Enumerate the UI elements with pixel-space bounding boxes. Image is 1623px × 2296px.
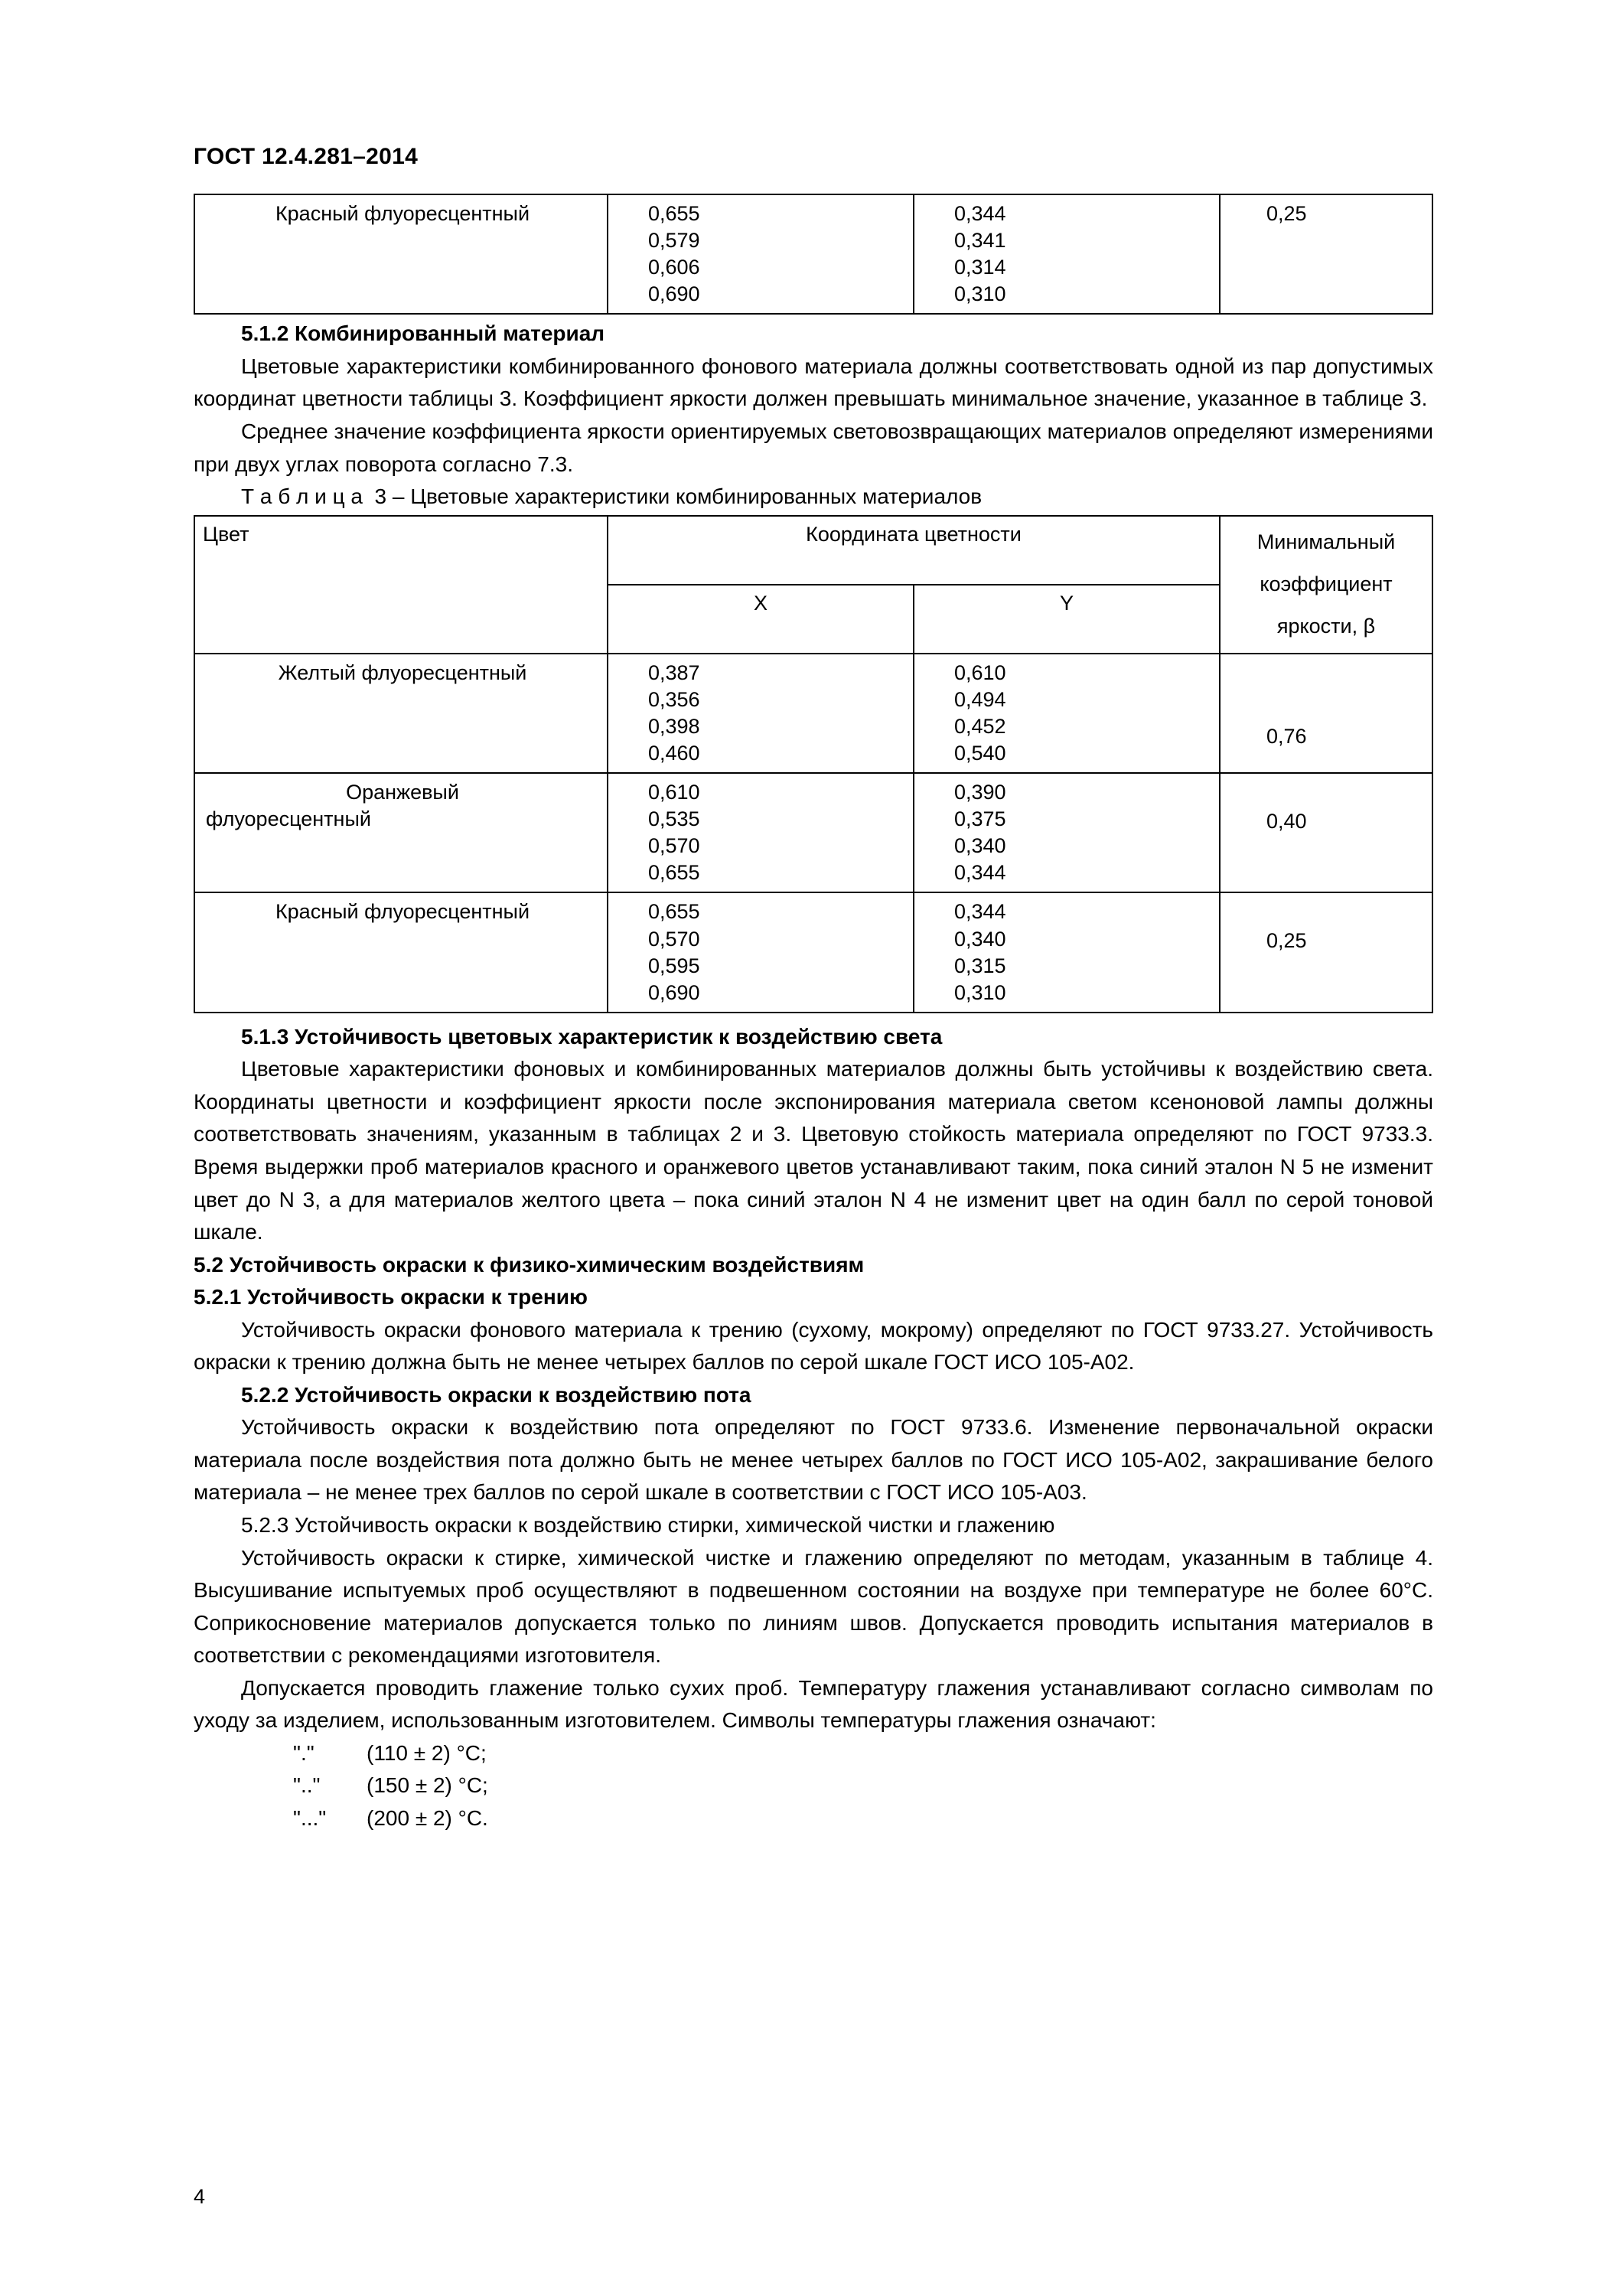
table-row <box>194 194 1432 314</box>
paragraph-5-2-3-1: Устойчивость окраски к стирке, химической чистке и глажению определяют по методам, указанным в таблице 4. Высушивание испытуемых проб осуществляют в подвешенном состоянии на воздухе при температуре не более 60°С. Соприкосновение материалов допускается только по линиям швов. Допускается проводить испытания материалов в соответствии с рекомендациями изготовителя. <box>194 1545 1433 1668</box>
x-value: 0,606 <box>648 256 700 279</box>
x-value: 0,655 <box>648 861 700 885</box>
header-x-label: X <box>753 591 768 615</box>
page-content <box>194 144 1433 1835</box>
y-value: 0,344 <box>954 900 1006 924</box>
heading-5-1-3: 5.1.3 Устойчивость цветовых характеристик к воздействию света <box>241 1024 943 1049</box>
table-row <box>194 773 1432 892</box>
symbol-key: "..." <box>293 1805 327 1830</box>
table-row <box>194 654 1432 773</box>
y-value: 0,341 <box>954 229 1006 253</box>
cell-x <box>608 194 914 314</box>
list-item <box>293 1802 1433 1835</box>
y-value: 0,390 <box>954 781 1006 804</box>
header-cell-coordinate <box>608 516 1220 585</box>
beta-value: 0,76 <box>1266 724 1307 748</box>
x-value: 0,570 <box>648 927 700 951</box>
x-value: 0,570 <box>648 834 700 858</box>
x-value: 0,460 <box>648 741 700 765</box>
header-cell-min-coefficient <box>1220 516 1432 654</box>
table-continued <box>194 194 1433 315</box>
y-value: 0,310 <box>954 980 1006 1004</box>
y-value: 0,310 <box>954 282 1006 306</box>
heading-5-2-2: 5.2.2 Устойчивость окраски к воздействию пота <box>241 1382 751 1407</box>
y-value: 0,315 <box>954 954 1006 977</box>
cell-x <box>608 654 914 773</box>
x-value: 0,655 <box>648 900 700 924</box>
x-value: 0,579 <box>648 229 700 253</box>
table-row <box>194 892 1432 1012</box>
cell-beta <box>1220 773 1432 892</box>
beta-value: 0,40 <box>1266 810 1307 833</box>
beta-value: 0,25 <box>1266 929 1307 953</box>
paragraph-5-1-3-1: Цветовые характеристики фоновых и комбинированных материалов должны быть устойчивы к воздействию света. Координаты цветности и коэффициент яркости после экспонирования материала светом ксеноновой лампы должны соответствовать значениям, указанным в таблицах 2 и 3. Цветовую стойкость материала определяют по ГОСТ 9733.3. Время выдержки проб материалов красного и оранжевого цветов устанавливают таким, пока синий эталон N 5 не изменит цвет до N 3, а для материалов желтого цвета – пока синий эталон N 4 не изменит цвет на один балл по серой тоновой шкале. <box>194 1057 1433 1244</box>
header-cell-x <box>608 585 914 654</box>
symbol-value: (150 ± 2) °С; <box>367 1773 488 1798</box>
cell-color <box>194 194 608 314</box>
paragraph-5-2-2-1: Устойчивость окраски к воздействию пота определяют по ГОСТ 9733.6. Изменение первоначальной окраски материала после воздействия пота должно быть не менее четырех баллов по ГОСТ ИСО 105-А02, закрашивание белого материала – не менее трех баллов по серой шкале в соответствии с ГОСТ ИСО 105-А03. <box>194 1415 1433 1505</box>
paragraph-5-1-2-2: Среднее значение коэффициента яркости ориентируемых световозвращающих материалов определяют измерениями при двух углах поворота согласно 7.3. <box>194 419 1433 476</box>
cell-x <box>608 773 914 892</box>
cell-y <box>914 892 1220 1012</box>
cell-y <box>914 654 1220 773</box>
beta-value: 0,25 <box>1266 202 1307 225</box>
cell-beta <box>1220 892 1432 1012</box>
y-value: 0,344 <box>954 861 1006 885</box>
table3-header-row <box>194 516 1432 585</box>
color-label: Желтый флуоресцентный <box>278 660 527 684</box>
x-value: 0,535 <box>648 807 700 831</box>
header-coordinate-label: Координата цветности <box>806 522 1022 546</box>
list-item <box>293 1769 1433 1802</box>
color-label-line2: флуоресцентный <box>206 807 371 831</box>
table-3 <box>194 515 1433 1013</box>
x-value: 0,690 <box>648 282 700 306</box>
y-value: 0,314 <box>954 256 1006 279</box>
y-value: 0,340 <box>954 834 1006 858</box>
y-value: 0,344 <box>954 202 1006 225</box>
cell-color <box>194 892 608 1012</box>
x-value: 0,387 <box>648 660 700 684</box>
paragraph-5-2-1-1: Устойчивость окраски фонового материала к трению (сухому, мокрому) определяют по ГОСТ 9733.27. Устойчивость окраски к трению должна быть не менее четырех баллов по серой шкале ГОСТ ИСО 105-А02. <box>194 1317 1433 1375</box>
x-value: 0,655 <box>648 202 700 225</box>
cell-x <box>608 892 914 1012</box>
y-value: 0,610 <box>954 660 1006 684</box>
header-cell-color <box>194 516 608 654</box>
heading-5-2-3: 5.2.3 Устойчивость окраски к воздействию стирки, химической чистки и глажению <box>241 1513 1055 1538</box>
symbol-key: "." <box>293 1740 314 1765</box>
header-cell-y <box>914 585 1220 654</box>
y-value: 0,340 <box>954 927 1006 951</box>
list-item <box>293 1737 1433 1770</box>
ironing-symbol-list <box>194 1737 1433 1835</box>
cell-beta <box>1220 654 1432 773</box>
header-color-label: Цвет <box>203 522 249 546</box>
color-label: Оранжевый <box>346 781 459 804</box>
x-value: 0,398 <box>648 714 700 738</box>
heading-5-2: 5.2 Устойчивость окраски к физико-химическим воздействиям <box>194 1252 865 1277</box>
cell-color <box>194 773 608 892</box>
color-label: Красный флуоресцентный <box>275 202 530 225</box>
header-y-label: Y <box>1059 591 1074 615</box>
heading-5-2-1: 5.2.1 Устойчивость окраски к трению <box>194 1285 588 1309</box>
y-value: 0,452 <box>954 714 1006 738</box>
heading-5-1-2: 5.1.2 Комбинированный материал <box>241 321 605 346</box>
cell-color <box>194 654 608 773</box>
cell-beta <box>1220 194 1432 314</box>
y-value: 0,375 <box>954 807 1006 831</box>
x-value: 0,356 <box>648 687 700 711</box>
page-number: 4 <box>194 2185 206 2208</box>
symbol-value: (110 ± 2) °С; <box>367 1740 487 1765</box>
symbol-value: (200 ± 2) °С. <box>367 1805 488 1830</box>
document-header: ГОСТ 12.4.281–2014 <box>194 144 419 169</box>
header-mincoef-line3: яркости, β <box>1276 615 1376 638</box>
header-mincoef-line1: Минимальный <box>1256 530 1396 553</box>
symbol-key: ".." <box>293 1773 321 1798</box>
x-value: 0,610 <box>648 781 700 804</box>
table3-caption: Т а б л и ц а 3 – Цветовые характеристики комбинированных материалов <box>241 484 983 509</box>
color-label: Красный флуоресцентный <box>275 900 530 924</box>
cell-y <box>914 773 1220 892</box>
x-value: 0,595 <box>648 954 700 977</box>
header-mincoef-line2: коэффициент <box>1260 572 1393 595</box>
y-value: 0,494 <box>954 687 1006 711</box>
cell-y <box>914 194 1220 314</box>
y-value: 0,540 <box>954 741 1006 765</box>
paragraph-5-2-3-2: Допускается проводить глажение только сухих проб. Температуру глажения устанавливают согласно символам по уходу за изделием, использованным изготовителем. Символы температуры глажения означают: <box>194 1675 1433 1733</box>
x-value: 0,690 <box>648 980 700 1004</box>
paragraph-5-1-2-1: Цветовые характеристики комбинированного фонового материала должны соответствовать одной из пар допустимых координат цветности таблицы 3. Коэффициент яркости должен превышать минимальное значение, указанное в таблице 3. <box>194 354 1433 411</box>
